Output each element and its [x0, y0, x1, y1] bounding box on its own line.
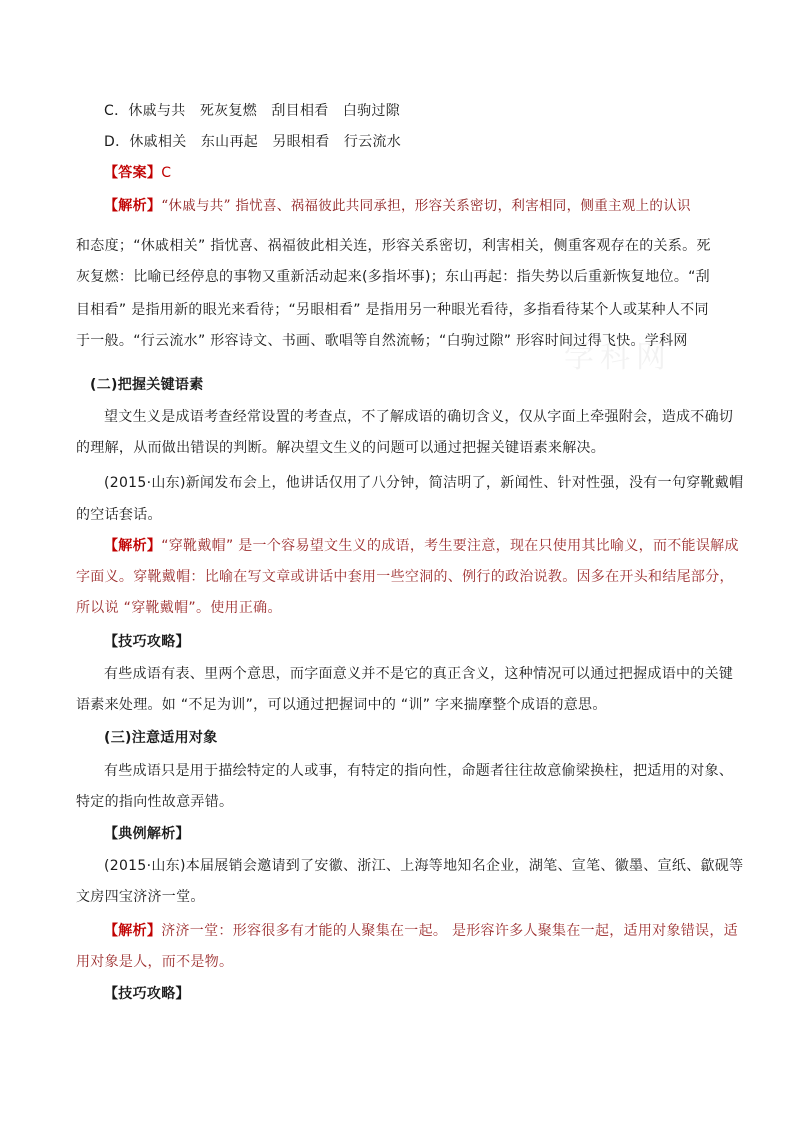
- analysis1-text1: “休戚与共” 指忧喜、祸福彼此共同承担，形容关系密切，利害相同，侧重主观上的认识: [161, 198, 691, 214]
- section2-p1-line2: 的理解，从而做出错误的判断。解决望文生义的问题可以通过把握关键语素来解决。: [76, 440, 606, 456]
- analysis1-line1: [104, 196, 691, 216]
- section2-tips-line1: 有些成语有表、里两个意思，而字面意义并不是它的真正含义，这种情况可以通过把握成语中的关键: [104, 666, 734, 682]
- section3-example-label: 【典例解析】: [104, 826, 190, 842]
- section3-analysis-label: 【解析】: [104, 923, 162, 939]
- section2-analysis-line3: 所以说 “穿靴戴帽”。使用正确。: [76, 600, 282, 616]
- section3-example-line2: 文房四宝济济一堂。: [76, 889, 205, 905]
- section3-tips-label: 【技巧攻略】: [104, 986, 190, 1002]
- answer-line: [104, 163, 171, 183]
- section2-analysis-text1: “穿靴戴帽” 是一个容易望文生义的成语，考生要注意，现在只使用其比喻义，而不能误解成: [161, 538, 739, 554]
- analysis1-label: 【解析】: [104, 198, 162, 214]
- analysis1-line3: 灰复燃：比喻已经停息的事物又重新活动起来(多指坏事)；东山再起：指失势以后重新恢复地位。“刮: [76, 269, 710, 285]
- section2-analysis-line2: 字面义。穿靴戴帽：比喻在写文章或讲话中套用一些空洞的、例行的政治说教。因多在开头和结尾部分，: [76, 569, 734, 585]
- option-c: C．休戚与共 死灰复燃 刮目相看 白驹过隙: [104, 103, 401, 119]
- answer-label: 【答案】: [104, 165, 162, 181]
- section3-heading: (三)注意适用对象: [104, 730, 218, 746]
- option-d: D．休戚相关 东山再起 另眼相看 行云流水: [104, 134, 402, 150]
- section3-analysis-line2: 用对象是人，而不是物。: [76, 954, 234, 970]
- section2-heading: (二)把握关键语素: [90, 377, 204, 393]
- analysis1-line4: 目相看” 是指用新的眼光来看待；“另眼相看” 是指用另一种眼光看待，多指看待某个人或某种人不同: [76, 302, 709, 318]
- section2-tips-label: 【技巧攻略】: [104, 634, 190, 650]
- section2-analysis-line1: [104, 536, 739, 556]
- section2-tips-line2: 语素来处理。如 “不足为训”，可以通过把握词中的 “训” 字来揣摩整个成语的意思。: [76, 697, 607, 713]
- section3-analysis-line1: [104, 921, 738, 941]
- section3-p1-line1: 有些成语只是用于描绘特定的人或事，有特定的指向性，命题者往往故意偷梁换柱，把适用的对象、: [104, 763, 734, 779]
- answer-value: C: [161, 165, 172, 181]
- analysis1-line5: 于一般。“行云流水” 形容诗文、书画、歌唱等自然流畅；“白驹过隙” 形容时间过得飞快。学科网: [76, 333, 688, 349]
- section3-p1-line2: 特定的指向性故意弄错。: [76, 794, 234, 810]
- section2-p1-line1: 望文生义是成语考查经常设置的考查点，不了解成语的确切含义，仅从字面上牵强附会，造成不确切: [104, 409, 734, 425]
- section2-analysis-label: 【解析】: [104, 538, 162, 554]
- section3-analysis-text1: 济济一堂：形容很多有才能的人聚集在一起。 是形容许多人聚集在一起，适用对象错误，适: [161, 923, 738, 939]
- analysis1-line2: 和态度；“休戚相关” 指忧喜、祸福彼此相关连，形容关系密切，利害相关，侧重客观存在的关系。死: [76, 238, 711, 254]
- section3-example-line1: (2015·山东)本届展销会邀请到了安徽、浙江、上海等地知名企业，湖笔、宣笔、徽墨、宣纸、歙砚等: [104, 858, 744, 874]
- watermark: 学科网: [564, 340, 672, 375]
- section2-example-line1: (2015·山东)新闻发布会上，他讲话仅用了八分钟，简洁明了，新闻性、针对性强，没有一句穿靴戴帽: [104, 475, 744, 491]
- section2-example-line2: 的空话套话。: [76, 507, 162, 523]
